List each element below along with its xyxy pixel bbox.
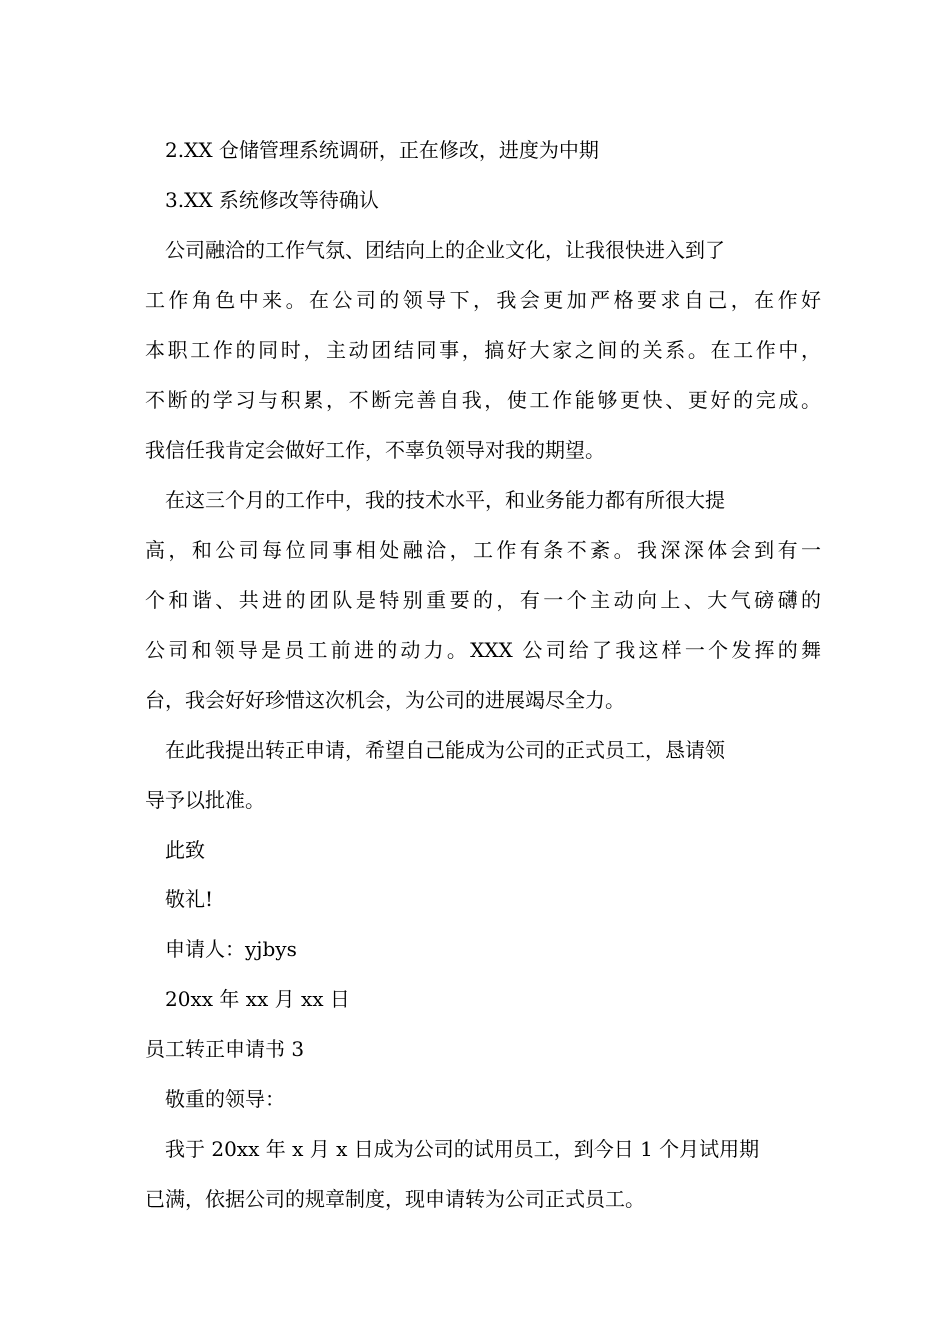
closing-salutation: 此致 <box>165 838 205 862</box>
closing-regards: 敬礼! <box>165 887 214 911</box>
paragraph-line: 个和谐、共进的团队是特别重要的，有一个主动向上、大气磅礴的 <box>145 588 821 612</box>
paragraph-line: 已满，依据公司的规章制度，现申请转为公司正式员工。 <box>145 1187 645 1211</box>
paragraph-line: 台，我会好好珍惜这次机会，为公司的进展竭尽全力。 <box>145 688 625 712</box>
paragraph-line: 本职工作的同时，主动团结同事，搞好大家之间的关系。在工作中， <box>145 338 821 362</box>
progress-item-2: 2.XX 仓储管理系统调研，正在修改，进度为中期 <box>165 138 599 162</box>
paragraph-line: 工作角色中来。在公司的领导下，我会更加严格要求自己，在作好 <box>145 288 821 312</box>
paragraph-line: 我信任我肯定会做好工作，不辜负领导对我的期望。 <box>145 438 605 462</box>
paragraph-line: 导予以批准。 <box>145 788 265 812</box>
letter-greeting: 敬重的领导： <box>165 1087 285 1111</box>
paragraph-line: 高，和公司每位同事相处融洽，工作有条不紊。我深深体会到有一 <box>145 538 821 562</box>
paragraph-line: 在这三个月的工作中，我的技术水平，和业务能力都有所很大提 <box>165 488 725 512</box>
section-title: 员工转正申请书 3 <box>145 1037 305 1061</box>
paragraph-line: 不断的学习与积累，不断完善自我，使工作能够更快、更好的完成。 <box>145 388 821 412</box>
paragraph-line: 公司和领导是员工前进的动力。XXX 公司给了我这样一个发挥的舞 <box>145 638 821 662</box>
letter-date: 20xx 年 xx 月 xx 日 <box>165 987 350 1011</box>
paragraph-line: 我于 20xx 年 x 月 x 日成为公司的试用员工，到今日 1 个月试用期 <box>165 1137 760 1161</box>
paragraph-line: 公司融洽的工作气氛、团结向上的企业文化，让我很快进入到了 <box>165 238 725 262</box>
paragraph-line: 在此我提出转正申请，希望自己能成为公司的正式员工，恳请领 <box>165 738 725 762</box>
progress-item-3: 3.XX 系统修改等待确认 <box>165 188 379 212</box>
applicant-name: 申请人：yjbys <box>165 937 297 961</box>
